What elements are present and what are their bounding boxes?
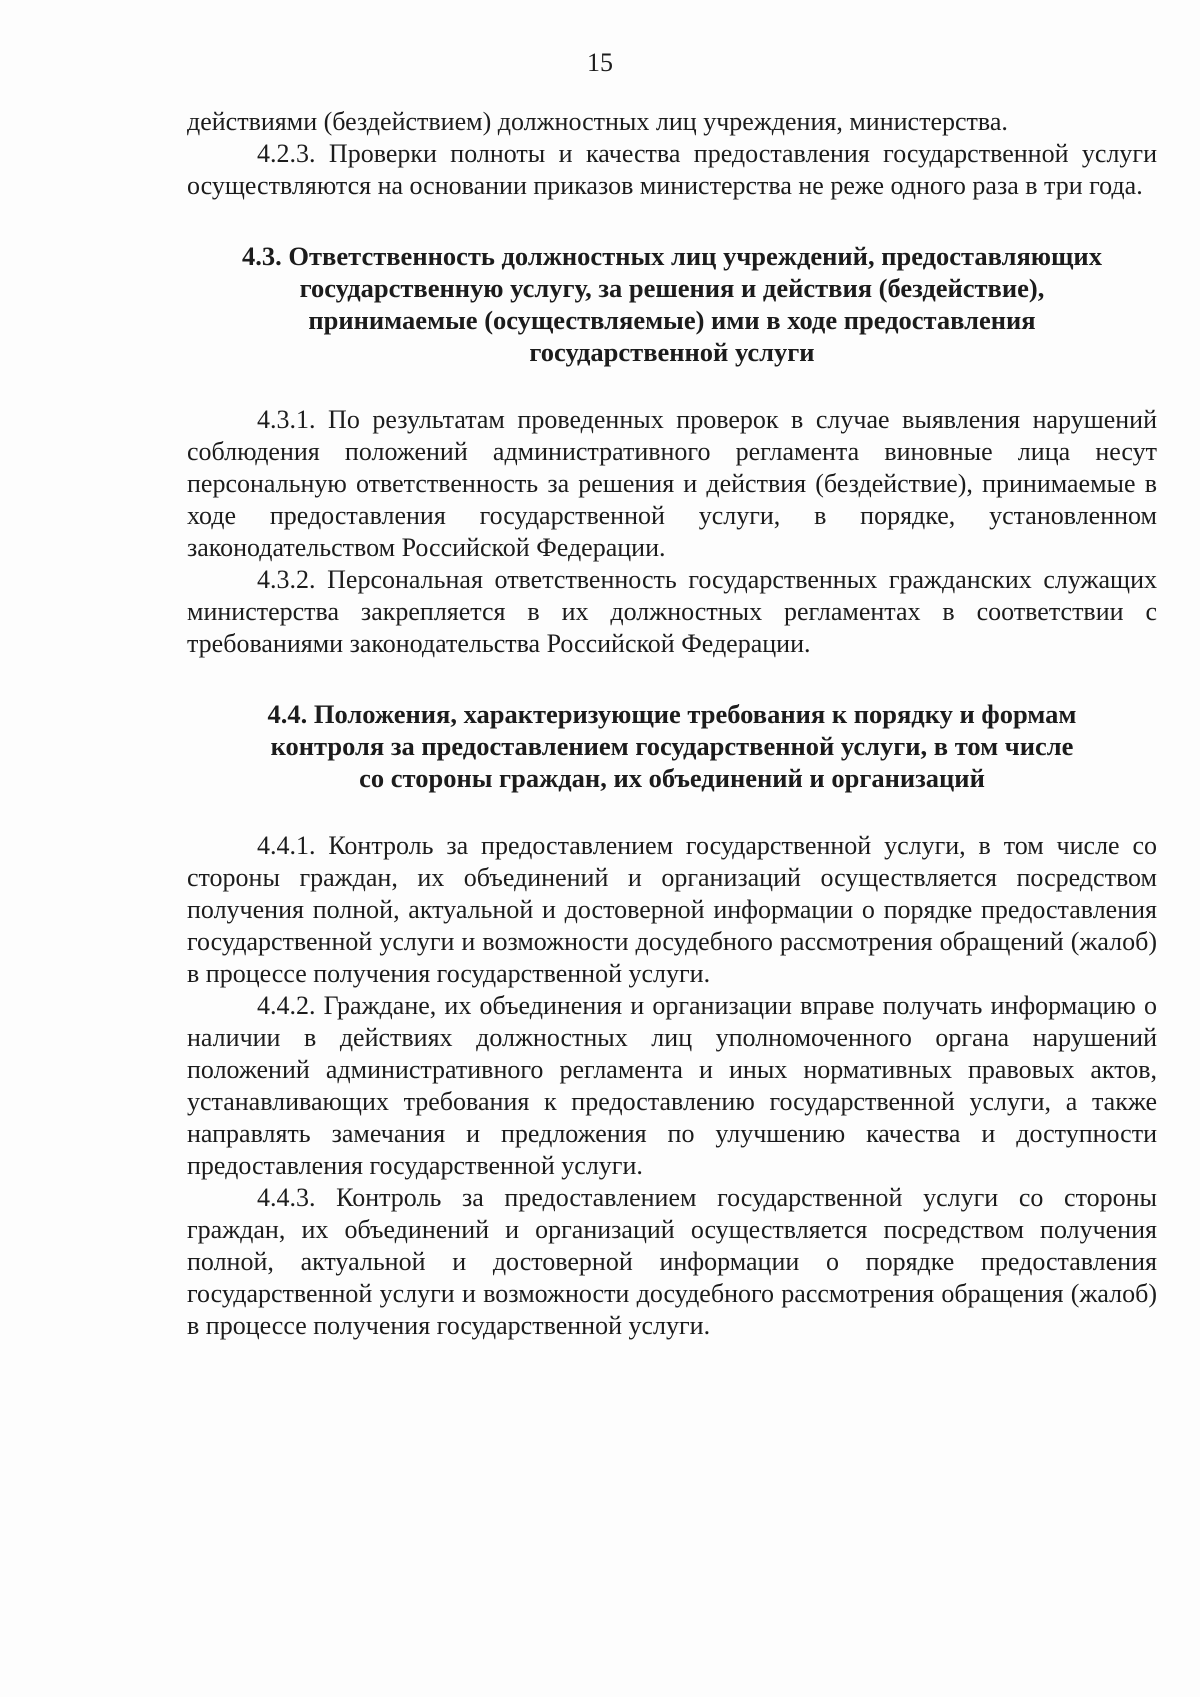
paragraph-4-3-2: 4.3.2. Персональная ответственность государственных гражданских служащих министерства закрепляется в их должностных регламентах в соответствии с требованиями законодательства Российской Федерации.	[187, 565, 1157, 658]
paragraph-4-3-1: 4.3.1. По результатам проведенных проверок в случае выявления нарушений соблюдения положений административного регламента виновные лица несут персональную ответственность за решения и действия (бездействие), принимаемые в ходе предоставления государственной услуги, в порядке, установленном законодательством Российской Федерации.	[187, 405, 1157, 562]
paragraph-4-4-1: 4.4.1. Контроль за предоставлением государственной услуги, в том числе со стороны граждан, их объединений и организаций осуществляется посредством получения полной, актуальной и достоверной информации о порядке предоставления государственной услуги и возможности досудебного рассмотрения обращений (жалоб) в процессе получения государственной услуги.	[187, 831, 1157, 988]
section-heading-4-4	[187, 698, 1157, 794]
heading-line: контроля за предоставлением государственной услуги, в том числе	[270, 731, 1074, 761]
page-number: 15	[587, 48, 613, 77]
paragraph-4-2-3: 4.2.3. Проверки полноты и качества предоставления государственной услуги осуществляются на основании приказов министерства не реже одного раза в три года.	[187, 139, 1157, 200]
section-heading-4-3	[187, 240, 1157, 368]
heading-line: со стороны граждан, их объединений и организаций	[359, 763, 985, 793]
paragraph-4-4-3: 4.4.3. Контроль за предоставлением государственной услуги со стороны граждан, их объединений и организаций осуществляется посредством получения полной, актуальной и достоверной информации о порядке предоставления государственной услуги и возможности досудебного рассмотрения обращения (жалоб) в процессе получения государственной услуги.	[187, 1183, 1157, 1340]
paragraph-4-4-2: 4.4.2. Граждане, их объединения и организации вправе получать информацию о наличии в действиях должностных лиц уполномоченного органа нарушений положений административного регламента и иных нормативных правовых актов, устанавливающих требования к предоставлению государственной услуги, а также направлять замечания и предложения по улучшению качества и доступности предоставления государственной услуги.	[187, 991, 1157, 1180]
heading-line: 4.3. Ответственность должностных лиц учреждений, предоставляющих	[242, 241, 1102, 271]
paragraph-4-2-2-tail: действиями (бездействием) должностных лиц учреждения, министерства.	[187, 107, 1008, 136]
heading-line: государственной услуги	[529, 337, 815, 367]
heading-line: государственную услугу, за решения и действия (бездействие),	[299, 273, 1045, 303]
heading-line: 4.4. Положения, характеризующие требования к порядку и формам	[267, 699, 1077, 729]
heading-line: принимаемые (осуществляемые) ими в ходе предоставления	[308, 305, 1036, 335]
document-body	[187, 106, 1157, 1342]
